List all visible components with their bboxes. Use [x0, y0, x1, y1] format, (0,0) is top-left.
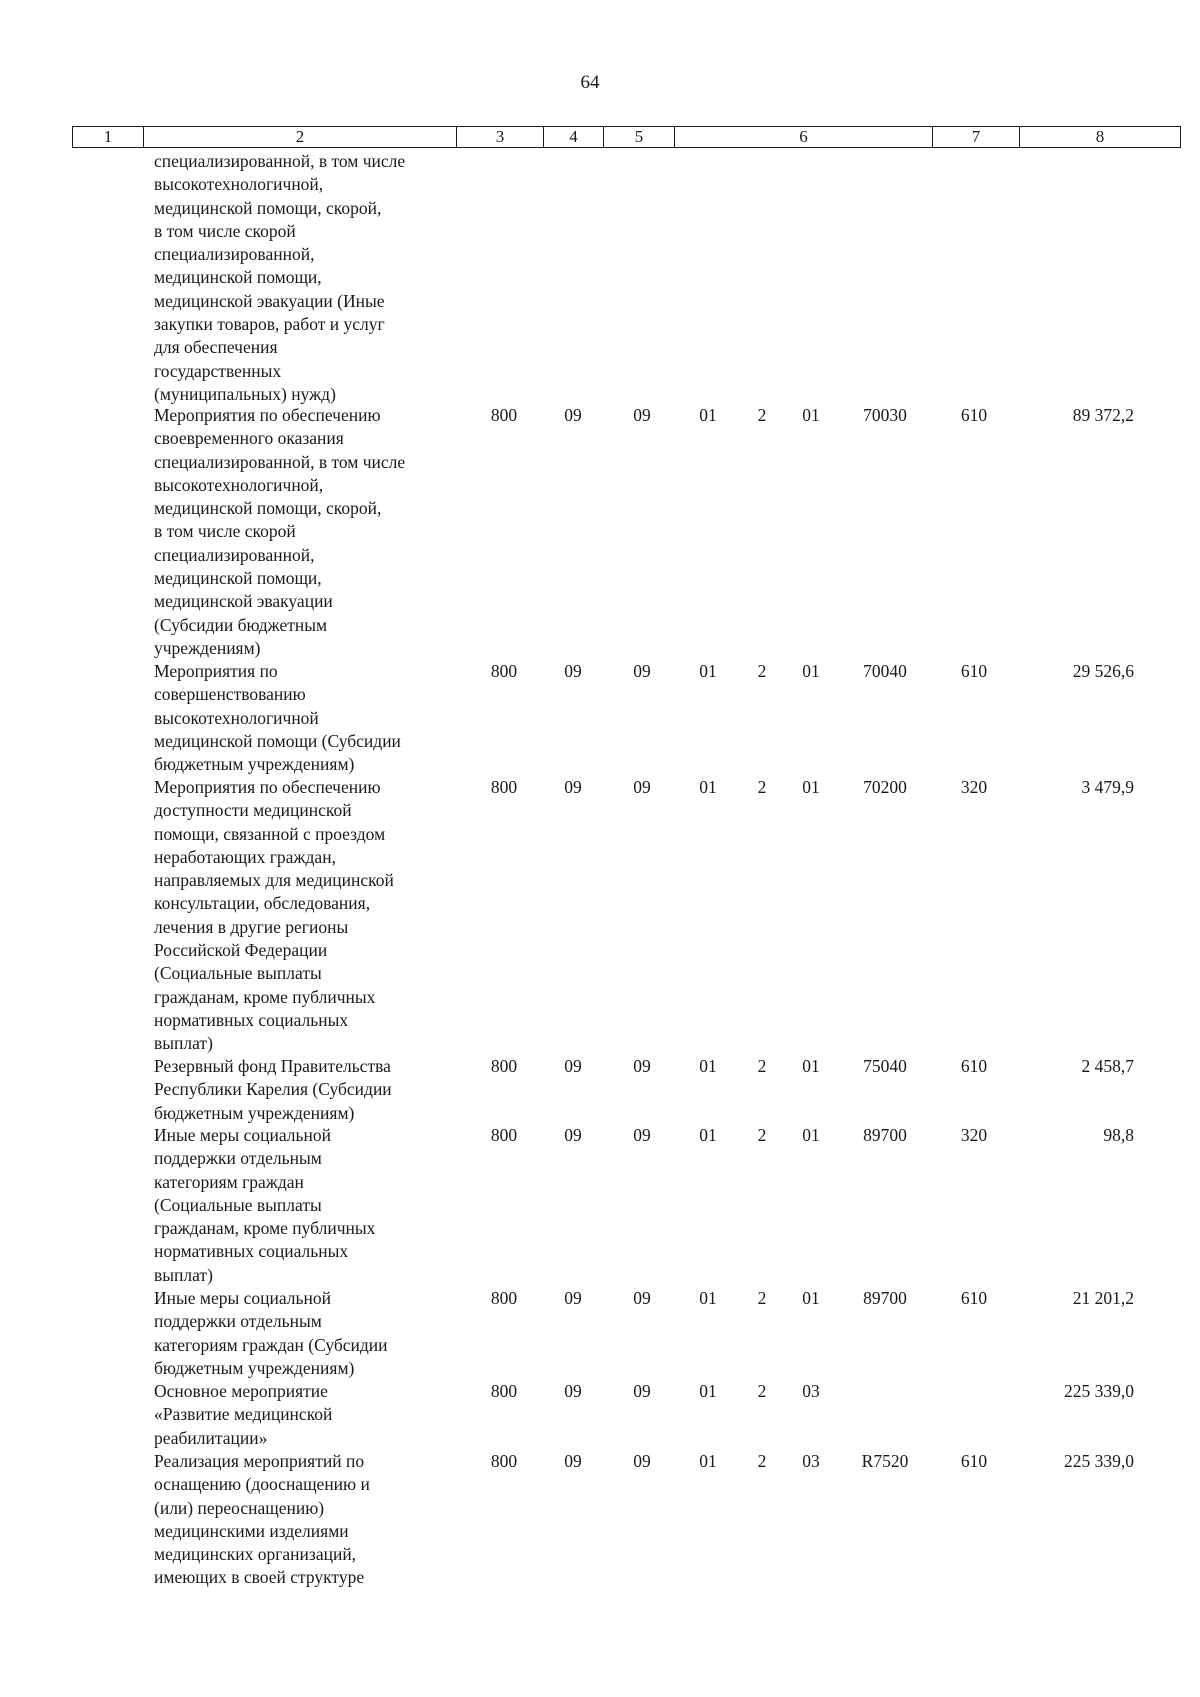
cell-col8: 225 339,0 [1064, 1451, 1134, 1471]
description-line: государственных [154, 360, 282, 381]
cell-col7: 610 [960, 661, 988, 681]
description-line: бюджетным учреждениям) [154, 1102, 355, 1123]
cell-col6c: 03 [802, 1381, 820, 1401]
cell-col6d: 89700 [863, 1125, 907, 1145]
description-line: в том числе скорой [154, 220, 296, 241]
description-line: выплат) [154, 1033, 213, 1054]
description-line: медицинской помощи, скорой, [154, 498, 382, 519]
cell-col8: 89 372,2 [1072, 405, 1134, 425]
description-line: медицинской помощи, [154, 568, 322, 589]
cell-col5: 09 [633, 1288, 651, 1308]
cell-col6a: 01 [699, 1125, 717, 1145]
description-line: медицинских организаций, [154, 1544, 357, 1565]
cell-col6c: 01 [802, 661, 820, 681]
row-description [154, 1380, 454, 1450]
cell-col4: 09 [564, 661, 582, 681]
row-description [154, 150, 454, 406]
description-line: нормативных социальных [154, 1241, 349, 1262]
cell-col6b: 2 [757, 661, 767, 681]
cell-col7: 610 [960, 1451, 988, 1471]
description-line: медицинской помощи (Субсидии [154, 730, 401, 751]
cell-col4: 09 [564, 1056, 582, 1076]
cell-col5: 09 [633, 405, 651, 425]
description-line: высокотехнологичной, [154, 174, 324, 195]
cell-col4: 09 [564, 1451, 582, 1471]
description-line: Основное мероприятие [154, 1381, 328, 1401]
cell-col6b: 2 [757, 1056, 767, 1076]
cell-col6c: 01 [802, 1056, 820, 1076]
description-line: специализированной, в том числе [154, 151, 406, 171]
cell-col4: 09 [564, 777, 582, 797]
cell-col4: 09 [564, 1288, 582, 1308]
description-line: (Субсидии бюджетным [154, 614, 328, 635]
cell-col3: 800 [490, 1056, 518, 1076]
cell-col7: 610 [960, 1288, 988, 1308]
cell-col7: 320 [960, 777, 988, 797]
cell-col6c: 01 [802, 1125, 820, 1145]
row-description [154, 776, 454, 1056]
description-line: направляемых для медицинской [154, 870, 394, 891]
description-line: высокотехнологичной, [154, 474, 324, 495]
header-col-5: 5 [604, 127, 675, 148]
description-line: медицинской помощи, [154, 267, 322, 288]
cell-col6a: 01 [699, 1381, 717, 1401]
cell-col6c: 01 [802, 777, 820, 797]
row-description [154, 1450, 454, 1590]
cell-col6b: 2 [757, 405, 767, 425]
header-col-4: 4 [544, 127, 604, 148]
cell-col8: 98,8 [1103, 1125, 1134, 1145]
description-line: оснащению (дооснащению и [154, 1474, 370, 1495]
description-line: специализированной, [154, 544, 315, 565]
cell-col6b: 2 [757, 777, 767, 797]
description-line: лечения в другие регионы [154, 916, 349, 937]
description-line: бюджетным учреждениям) [154, 1357, 355, 1378]
cell-col8: 29 526,6 [1072, 661, 1134, 681]
description-line: категориям граждан [154, 1171, 304, 1192]
description-line: закупки товаров, работ и услуг [154, 314, 385, 335]
description-line: своевременного оказания [154, 428, 344, 449]
cell-col6d: 70040 [863, 661, 907, 681]
description-line: гражданам, кроме публичных [154, 986, 376, 1007]
description-line: медицинской эвакуации [154, 591, 333, 612]
description-line: бюджетным учреждениям) [154, 754, 355, 775]
description-line: медицинской помощи, скорой, [154, 197, 382, 218]
description-line: Реализация мероприятий по [154, 1451, 365, 1471]
cell-col5: 09 [633, 1056, 651, 1076]
description-line: доступности медицинской [154, 800, 352, 821]
cell-col5: 09 [633, 661, 651, 681]
description-line: высокотехнологичной [154, 707, 319, 728]
header-col-2: 2 [144, 127, 457, 148]
description-line: «Развитие медицинской [154, 1404, 333, 1425]
description-line: учреждениям) [154, 637, 261, 658]
cell-col6d: 75040 [863, 1056, 907, 1076]
description-line: медицинскими изделиями [154, 1520, 349, 1541]
cell-col3: 800 [490, 1451, 518, 1471]
cell-col8: 225 339,0 [1064, 1381, 1134, 1401]
cell-col6a: 01 [699, 1288, 717, 1308]
cell-col6d: 70030 [863, 405, 907, 425]
header-col-7: 7 [933, 127, 1020, 148]
description-line: имеющих в своей структуре [154, 1567, 365, 1588]
cell-col6b: 2 [757, 1381, 767, 1401]
cell-col4: 09 [564, 405, 582, 425]
description-line: совершенствованию [154, 684, 306, 705]
description-line: Резервный фонд Правительства [154, 1056, 391, 1076]
description-line: поддержки отдельным [154, 1148, 322, 1169]
description-line: (Социальные выплаты [154, 963, 322, 984]
cell-col6a: 01 [699, 1056, 717, 1076]
header-col-8: 8 [1020, 127, 1181, 148]
cell-col6a: 01 [699, 1451, 717, 1471]
description-line: Республики Карелия (Субсидии [154, 1079, 392, 1100]
cell-col3: 800 [490, 1288, 518, 1308]
cell-col6a: 01 [699, 777, 717, 797]
description-line: поддержки отдельным [154, 1311, 322, 1332]
cell-col6b: 2 [757, 1451, 767, 1471]
description-line: нормативных социальных [154, 1009, 349, 1030]
row-description [154, 1124, 454, 1287]
cell-col5: 09 [633, 1125, 651, 1145]
description-line: медицинской эвакуации (Иные [154, 290, 385, 311]
description-line: неработающих граждан, [154, 846, 336, 867]
description-line: гражданам, кроме публичных [154, 1218, 376, 1239]
description-line: специализированной, в том числе [154, 451, 406, 472]
cell-col3: 800 [490, 1381, 518, 1401]
description-line: Иные меры социальной [154, 1125, 331, 1145]
cell-col5: 09 [633, 1381, 651, 1401]
description-line: (муниципальных) нужд) [154, 383, 336, 404]
cell-col6d: 89700 [863, 1288, 907, 1308]
cell-col6c: 01 [802, 405, 820, 425]
description-line: выплат) [154, 1264, 213, 1285]
cell-col8: 2 458,7 [1081, 1056, 1134, 1076]
cell-col6c: 01 [802, 1288, 820, 1308]
cell-col3: 800 [490, 405, 518, 425]
cell-col6b: 2 [757, 1288, 767, 1308]
cell-col3: 800 [490, 1125, 518, 1145]
cell-col8: 21 201,2 [1072, 1288, 1134, 1308]
cell-col7: 610 [960, 405, 988, 425]
cell-col3: 800 [490, 777, 518, 797]
cell-col7: 320 [960, 1125, 988, 1145]
description-line: Мероприятия по обеспечению [154, 777, 381, 797]
description-line: (Социальные выплаты [154, 1194, 322, 1215]
row-description [154, 1055, 454, 1125]
cell-col8: 3 479,9 [1081, 777, 1134, 797]
description-line: для обеспечения [154, 337, 278, 358]
header-col-6: 6 [675, 127, 933, 148]
table-header [72, 126, 1181, 148]
description-line: Иные меры социальной [154, 1288, 331, 1308]
cell-col6c: 03 [802, 1451, 820, 1471]
row-description [154, 404, 454, 660]
description-line: помощи, связанной с проездом [154, 823, 386, 844]
description-line: (или) переоснащению) [154, 1497, 325, 1518]
cell-col6d: R7520 [861, 1451, 909, 1471]
header-col-3: 3 [457, 127, 544, 148]
cell-col7: 610 [960, 1056, 988, 1076]
page-number: 64 [580, 72, 600, 93]
cell-col6a: 01 [699, 405, 717, 425]
description-line: категориям граждан (Субсидии [154, 1334, 388, 1355]
row-description [154, 1287, 454, 1380]
cell-col4: 09 [564, 1381, 582, 1401]
cell-col6d: 70200 [863, 777, 907, 797]
cell-col5: 09 [633, 1451, 651, 1471]
cell-col3: 800 [490, 661, 518, 681]
description-line: Мероприятия по обеспечению [154, 405, 381, 425]
row-description [154, 660, 454, 776]
cell-col4: 09 [564, 1125, 582, 1145]
description-line: специализированной, [154, 244, 315, 265]
cell-col6b: 2 [757, 1125, 767, 1145]
cell-col6a: 01 [699, 661, 717, 681]
description-line: консультации, обследования, [154, 893, 371, 914]
header-col-1: 1 [73, 127, 144, 148]
description-line: Российской Федерации [154, 940, 328, 961]
description-line: реабилитации» [154, 1427, 268, 1448]
description-line: в том числе скорой [154, 521, 296, 542]
cell-col5: 09 [633, 777, 651, 797]
description-line: Мероприятия по [154, 661, 278, 681]
